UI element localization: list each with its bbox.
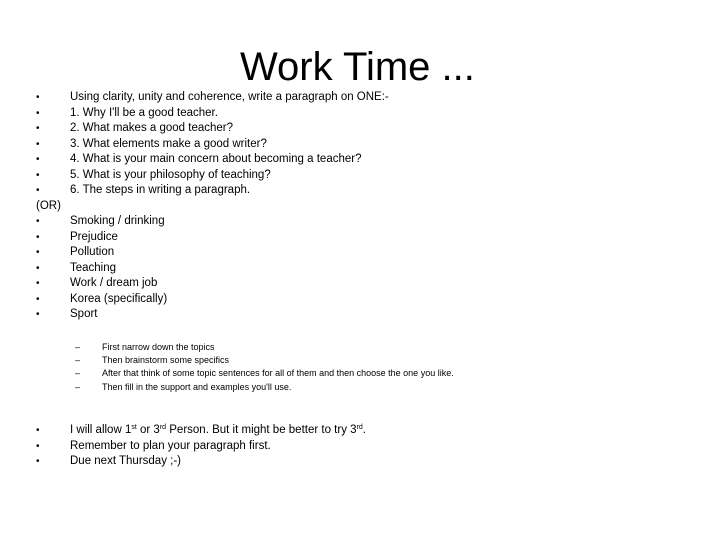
bullet-icon: • bbox=[36, 169, 40, 181]
step-text: First narrow down the topics bbox=[102, 342, 215, 352]
step-text: Then brainstorm some specifics bbox=[102, 355, 230, 366]
intro-instruction: Using clarity, unity and coherence, write a paragraph on ONE:- bbox=[70, 91, 389, 103]
bullet-icon: • bbox=[36, 92, 40, 103]
slide-title: Work Time ... bbox=[240, 45, 475, 89]
superscript-st: st bbox=[131, 424, 137, 431]
superscript-rd: rd bbox=[356, 424, 363, 431]
topic-text: Sport bbox=[70, 308, 98, 320]
topic-text: Teaching bbox=[70, 261, 117, 274]
bullet-icon: • bbox=[36, 154, 40, 165]
dash-icon: – bbox=[75, 368, 81, 379]
person-note-mid: Person. But it might be better to try 3 bbox=[166, 424, 357, 436]
topic-text: Korea (specifically) bbox=[70, 292, 168, 305]
bullet-icon: • bbox=[36, 123, 40, 134]
bullet-icon: • bbox=[36, 185, 40, 196]
option-text: 3. What elements make a good writer? bbox=[70, 137, 267, 150]
bullet-icon: • bbox=[36, 262, 40, 274]
bullet-icon: • bbox=[36, 247, 40, 258]
or-label: (OR) bbox=[36, 199, 61, 212]
bullet-icon: • bbox=[36, 278, 40, 289]
person-note-or: or 3 bbox=[136, 424, 160, 436]
plan-note: Remember to plan your paragraph first. bbox=[70, 439, 271, 452]
step-text: Then fill in the support and examples you'll use. bbox=[102, 381, 292, 392]
dash-icon: – bbox=[75, 342, 81, 352]
bullet-icon: • bbox=[36, 231, 40, 243]
person-note-end: . bbox=[362, 424, 366, 436]
dash-icon: – bbox=[75, 355, 81, 366]
bullet-icon: • bbox=[36, 216, 40, 227]
topic-text: Prejudice bbox=[70, 230, 118, 243]
topic-text: Pollution bbox=[70, 246, 115, 258]
option-text: 2. What makes a good teacher? bbox=[70, 122, 234, 134]
person-note bbox=[70, 423, 366, 439]
option-text: 1. Why I'll be a good teacher. bbox=[70, 106, 218, 119]
step-text: After that think of some topic sentences for all of them and then choose the one you like. bbox=[102, 368, 454, 379]
option-text: 5. What is your philosophy of teaching? bbox=[70, 168, 271, 181]
bullet-icon: • bbox=[36, 138, 40, 150]
superscript-rd: rd bbox=[159, 424, 167, 431]
bullet-icon: • bbox=[36, 456, 40, 467]
bullet-icon: • bbox=[36, 309, 40, 320]
option-text: 4. What is your main concern about becoming a teacher? bbox=[70, 153, 362, 165]
dash-icon: – bbox=[75, 381, 81, 392]
bullet-icon: • bbox=[36, 425, 40, 436]
bullet-icon: • bbox=[36, 440, 40, 452]
person-note-prefix: I will allow 1 bbox=[70, 424, 132, 436]
bullet-icon: • bbox=[36, 293, 40, 305]
topic-text: Work / dream job bbox=[70, 277, 158, 289]
option-text: 6. The steps in writing a paragraph. bbox=[70, 184, 251, 196]
bullet-icon: • bbox=[36, 107, 40, 119]
due-note: Due next Thursday ;-) bbox=[70, 455, 182, 467]
topic-text: Smoking / drinking bbox=[70, 215, 165, 227]
